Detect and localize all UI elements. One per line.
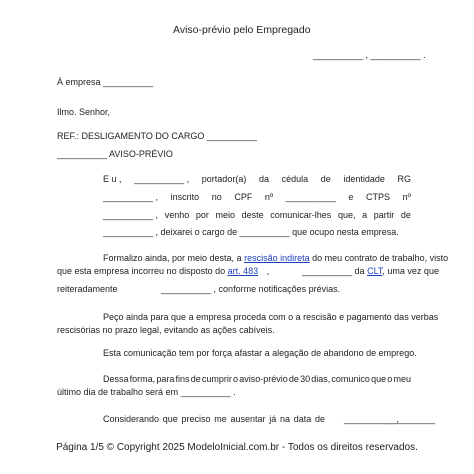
paragraph-1-line-1: [57, 174, 411, 185]
word: data: [293, 414, 312, 424]
word: 30: [300, 374, 311, 384]
word: que,: [337, 210, 356, 220]
text: , uma vez que: [382, 266, 439, 276]
word: inscrito: [170, 192, 200, 202]
word: Considerando: [103, 414, 160, 424]
word: que: [162, 414, 178, 424]
rescisao-indireta-link[interactable]: rescisão indireta: [244, 253, 310, 263]
word: cédula: [281, 174, 309, 184]
word: já: [269, 414, 277, 424]
paragraph-4: Esta comunicação tem por força afastar a alegação de abandono de emprego.: [103, 348, 417, 358]
word: E u ,: [103, 174, 122, 184]
paragraph-6-blank-2: __________: [385, 414, 436, 424]
word: preciso: [181, 414, 211, 424]
salutation: Ilmo. Senhor,: [57, 107, 111, 117]
paragraph-1-line-4: __________ , deixarei o cargo de __________ que ocupo nesta empresa.: [103, 227, 399, 237]
word: comunico: [331, 374, 370, 384]
word: ausentar: [230, 414, 266, 424]
paragraph-3-line-2: rescisórias no prazo legal, evitando as ações cabíveis.: [57, 325, 275, 335]
word: a: [362, 210, 368, 220]
word: da: [258, 174, 269, 184]
word: o: [233, 374, 239, 384]
word: na: [279, 414, 290, 424]
paragraph-2-line-1: [103, 253, 448, 264]
word: __________ ,: [103, 210, 159, 220]
word: partir: [373, 210, 395, 220]
word: forma,: [129, 374, 156, 384]
word: nº: [402, 192, 411, 202]
word: me: [214, 414, 227, 424]
word: de: [314, 414, 325, 424]
to-company: À empresa __________: [57, 77, 154, 87]
word: fins: [175, 374, 190, 384]
word: deste: [241, 210, 264, 220]
word: que: [371, 374, 387, 384]
word: meio: [215, 210, 235, 220]
word: meu: [393, 374, 411, 384]
word: de: [320, 174, 331, 184]
word: nº: [264, 192, 274, 202]
word: de: [288, 374, 299, 384]
word: __________: [285, 192, 336, 202]
word: cumprir: [201, 374, 232, 384]
paragraph-1-line-2: [57, 192, 411, 203]
paragraph-3-line-1: Peço ainda para que a empresa proceda com o a rescisão e pagamento das verbas: [103, 312, 439, 322]
page-footer: Página 1/5 © Copyright 2025 ModeloInicial.com.br - Todos os direitos reservados.: [56, 442, 418, 453]
paragraph-2-line-2: [57, 266, 269, 277]
text: ,: [264, 266, 270, 276]
word: __________ ,: [103, 192, 159, 202]
document-title: Aviso-prévio pelo Empregado: [173, 24, 311, 36]
word: identidade: [343, 174, 385, 184]
word: portador(a): [201, 174, 247, 184]
word: o: [387, 374, 393, 384]
date-line: __________ , __________ .: [313, 50, 426, 60]
word: __________ ,: [134, 174, 190, 184]
art-483-link[interactable]: art. 483: [227, 266, 259, 276]
paragraph-1-line-3: [57, 210, 411, 221]
word: Dessa: [103, 374, 129, 384]
paragraph-5-line-2: último dia de trabalho será em __________ .: [57, 387, 236, 397]
text: __________ da: [302, 266, 368, 276]
word: comunicar-lhes: [270, 210, 332, 220]
paragraph-5-line-1: [57, 374, 411, 385]
word: aviso-prévio: [239, 374, 288, 384]
word: para: [156, 374, 175, 384]
word: RG: [397, 174, 411, 184]
text: que esta empresa incorreu no disposto do: [57, 266, 228, 276]
paragraph-6-line-1: [103, 414, 325, 425]
word: CTPS: [366, 192, 391, 202]
word: por: [195, 210, 209, 220]
word: no: [211, 192, 222, 202]
paragraph-2-line-3b: __________ , conforme notificações prévias.: [161, 284, 341, 294]
reference-line: REF.: DESLIGAMENTO DO CARGO __________: [57, 131, 257, 141]
word: e: [348, 192, 354, 202]
clt-link[interactable]: CLT: [367, 266, 383, 276]
word: de: [190, 374, 201, 384]
word: dias,: [311, 374, 331, 384]
paragraph-2-line-2-tail: [302, 266, 439, 277]
reference-line-2: __________ AVISO-PRÉVIO: [57, 149, 173, 159]
word: de: [400, 210, 411, 220]
text: Formalizo ainda, por meio desta, a: [103, 253, 245, 263]
paragraph-2-line-3a: reiteradamente: [57, 284, 118, 294]
text: do meu contrato de trabalho, visto: [309, 253, 449, 263]
paragraph-6-blank-1: __________ ,: [344, 414, 400, 424]
word: CPF: [234, 192, 253, 202]
word: venho: [164, 210, 190, 220]
